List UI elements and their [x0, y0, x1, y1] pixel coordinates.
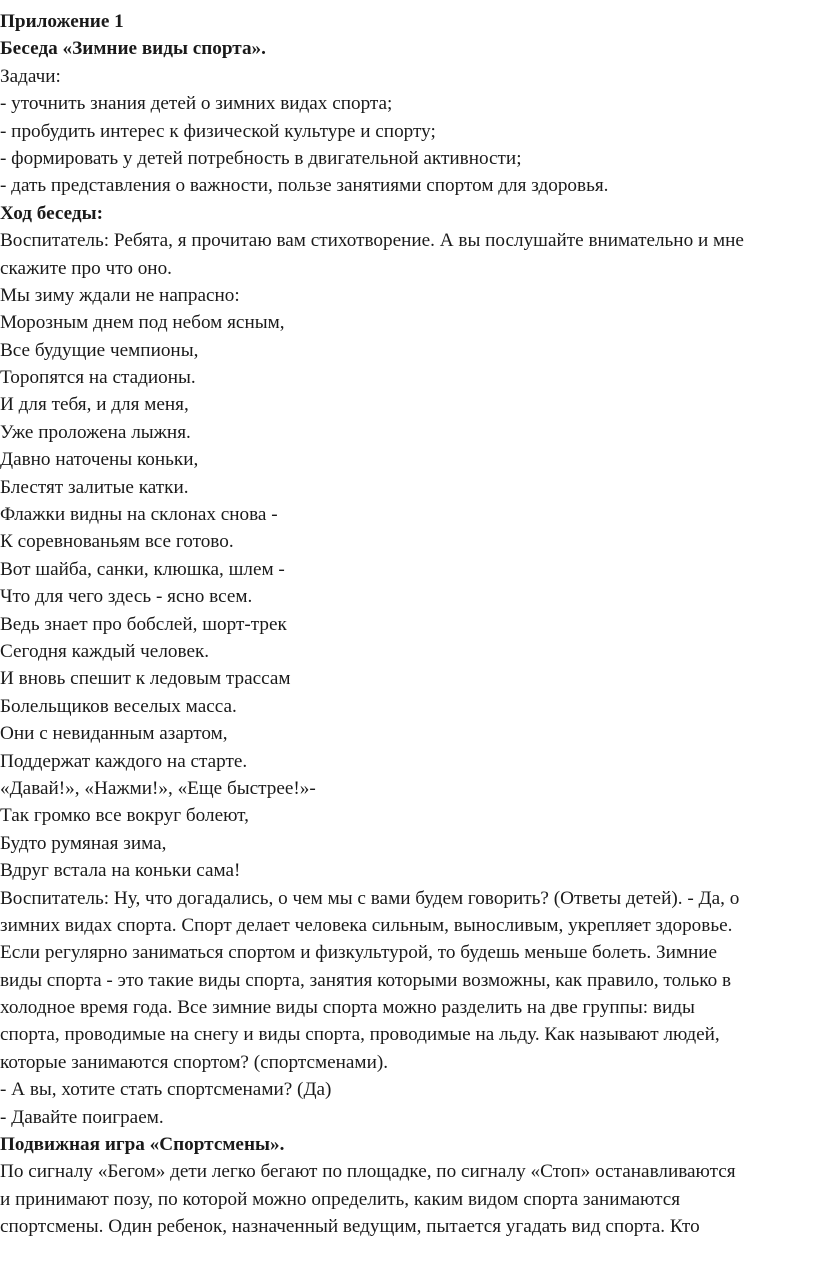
game-heading: Подвижная игра «Спортсмены». — [0, 1134, 285, 1156]
paragraph-line: холодное время года. Все зимние виды спорта можно разделить на две группы: виды — [0, 997, 695, 1019]
poem-line: Мы зиму ждали не напрасно: — [0, 284, 240, 306]
paragraph-line: виды спорта - это такие виды спорта, занятия которыми возможны, как правило, только в — [0, 969, 732, 991]
poem-line: Флажки видны на склонах снова - — [0, 504, 278, 526]
poem-line: Уже проложена лыжня. — [0, 421, 191, 443]
task-item: - уточнить знания детей о зимних видах спорта; — [0, 93, 393, 115]
poem-line: И вновь спешит к ледовым трассам — [0, 668, 291, 690]
tasks-list — [0, 90, 816, 200]
poem-line: Поддержат каждого на старте. — [0, 750, 248, 772]
conversation-title: Беседа «Зимние виды спорта». — [0, 38, 266, 60]
game-paragraph — [0, 1158, 816, 1240]
poem-line: Все будущие чемпионы, — [0, 339, 199, 361]
appendix-title: Приложение 1 — [0, 11, 124, 32]
discussion-paragraph — [0, 885, 816, 1132]
task-item: - пробудить интерес к физической культуре и спорту; — [0, 120, 436, 142]
poem-line: Сегодня каждый человек. — [0, 640, 210, 662]
poem-line: Торопятся на стадионы. — [0, 367, 196, 389]
poem-line: Давно наточены коньки, — [0, 449, 199, 471]
paragraph-line: зимних видах спорта. Спорт делает человека сильным, выносливым, укрепляет здоровье. — [0, 914, 733, 936]
paragraph-line: спортсмены. Один ребенок, назначенный ведущим, пытается угадать вид спорта. Кто — [0, 1216, 700, 1238]
poem-line: Так громко все вокруг болеют, — [0, 805, 249, 827]
poem-line: Ведь знает про бобслей, шорт-трек — [0, 613, 287, 635]
intro-paragraph — [0, 227, 816, 282]
poem-line: Болельщиков веселых масса. — [0, 695, 237, 717]
poem-line: «Давай!», «Нажми!», «Еще быстрее!»- — [0, 777, 316, 799]
poem-line: Вдруг встала на коньки сама! — [0, 860, 241, 882]
poem-line: Вот шайба, санки, клюшка, шлем - — [0, 558, 285, 580]
tasks-label: Задачи: — [0, 65, 61, 87]
paragraph-line: скажите про что оно. — [0, 257, 172, 279]
paragraph-line: и принимают позу, по которой можно определить, каким видом спорта занимаются — [0, 1188, 681, 1210]
paragraph-line: Воспитатель: Ну, что догадались, о чем мы с вами будем говорить? (Ответы детей). - Да, о — [0, 887, 740, 909]
poem-line: Будто румяная зима, — [0, 832, 167, 854]
task-item: - дать представления о важности, пользе занятиями спортом для здоровья. — [0, 175, 609, 197]
paragraph-line: Если регулярно заниматься спортом и физкультурой, то будешь меньше болеть. Зимние — [0, 942, 718, 964]
course-heading: Ход беседы: — [0, 202, 103, 224]
poem-line: Они с невиданным азартом, — [0, 723, 228, 745]
paragraph-line: которые занимаются спортом? (спортсменами). — [0, 1051, 389, 1073]
paragraph-line: - А вы, хотите стать спортсменами? (Да) — [0, 1079, 332, 1101]
task-item: - формировать у детей потребность в двигательной активности; — [0, 147, 522, 169]
paragraph-line: Воспитатель: Ребята, я прочитаю вам стихотворение. А вы послушайте внимательно и мне — [0, 230, 744, 252]
poem — [0, 282, 816, 885]
document-page — [0, 8, 816, 1241]
paragraph-line: спорта, проводимые на снегу и виды спорта, проводимые на льду. Как называют людей, — [0, 1024, 720, 1046]
poem-line: И для тебя, и для меня, — [0, 394, 189, 416]
poem-line: Морозным днем под небом ясным, — [0, 312, 285, 334]
poem-line: К соревнованьям все готово. — [0, 531, 234, 553]
paragraph-line: По сигналу «Бегом» дети легко бегают по площадке, по сигналу «Стоп» останавливаются — [0, 1161, 736, 1183]
poem-line: Блестят залитые катки. — [0, 476, 189, 498]
poem-line: Что для чего здесь - ясно всем. — [0, 586, 253, 608]
paragraph-line: - Давайте поиграем. — [0, 1106, 164, 1128]
